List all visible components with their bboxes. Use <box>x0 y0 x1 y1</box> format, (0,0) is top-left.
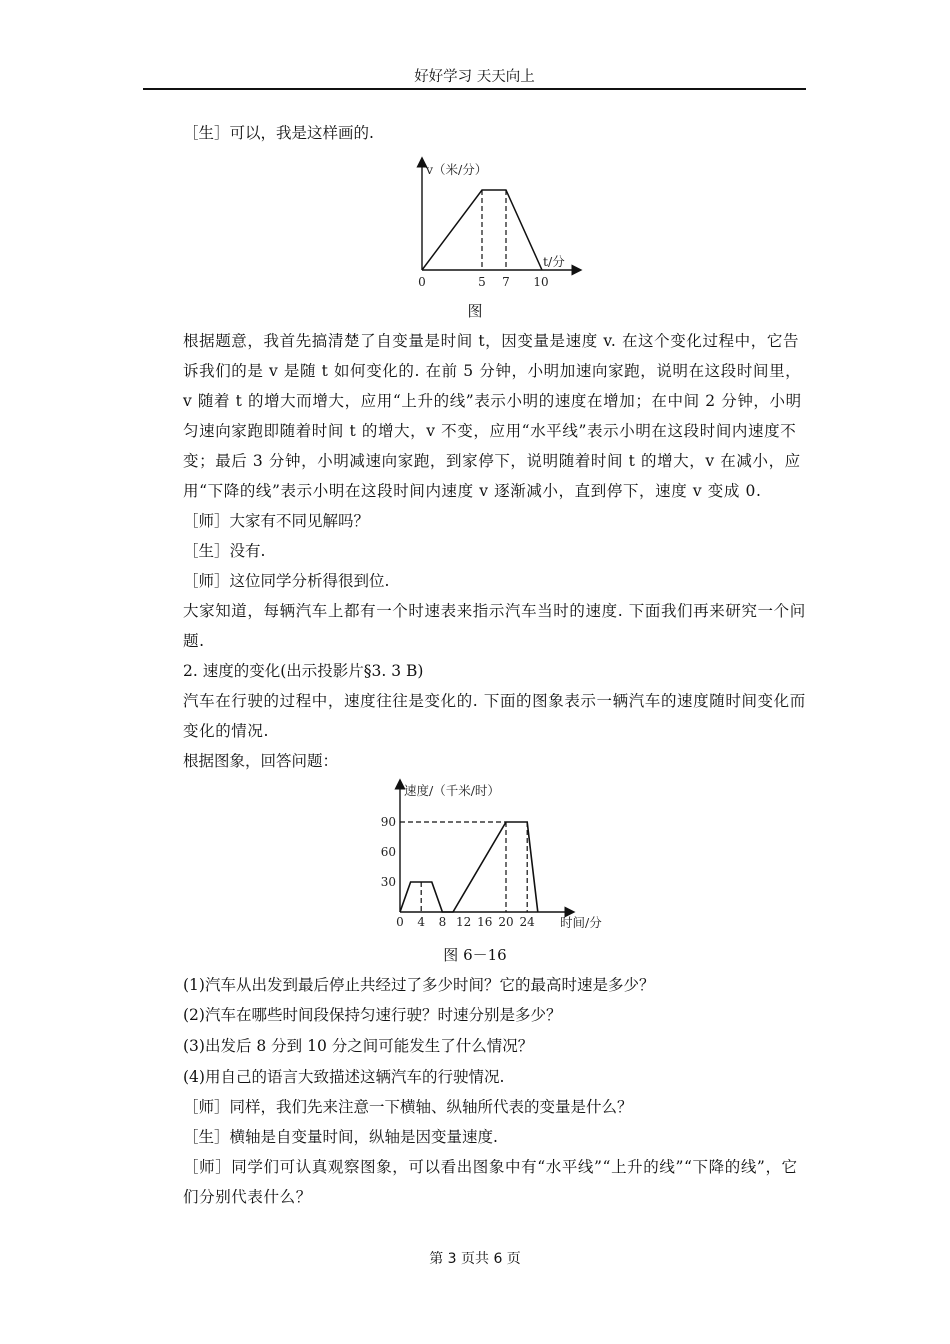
chart-speed-time-1 <box>405 156 585 296</box>
x-tick-10: 10 <box>533 275 549 289</box>
x-tick-7: 7 <box>502 275 510 289</box>
chart-speed-time-2 <box>374 778 614 938</box>
x-tick-5: 5 <box>478 275 486 289</box>
header-rule <box>143 88 806 90</box>
x-tick-8: 8 <box>438 915 447 929</box>
x-tick-4: 4 <box>417 915 426 929</box>
x-tick-16: 16 <box>477 915 493 929</box>
page-footer: 第 3 页共 6 页 <box>429 1251 521 1267</box>
section-title: 2. 速度的变化(出示投影片§3. 3 B) <box>183 662 424 680</box>
question-4: (4)用自己的语言大致描述这辆汽车的行驶情况. <box>183 1068 505 1086</box>
student-reply-2: ［生］没有. <box>183 542 266 560</box>
question-1: (1)汽车从出发到最后停止共经过了多少时间？它的最高时速是多少？ <box>183 976 655 994</box>
teacher-question-3: ［师］同学们可认真观察图象，可以看出图象中有“水平线”“上升的线”“下降的线”，它们分别代表什么？ <box>183 1158 798 1206</box>
teacher-question-1: ［师］大家有不同见解吗？ <box>183 512 370 530</box>
x-tick-0: 0 <box>396 915 404 929</box>
teacher-comment: ［师］这位同学分析得很到位. <box>183 572 390 590</box>
student-reply-1: ［生］可以，我是这样画的. <box>183 124 374 142</box>
y-axis-label: 速度/（千米/时） <box>404 783 500 798</box>
y-tick-30: 30 <box>380 875 396 889</box>
teacher-question-2: ［师］同样，我们先来注意一下横轴、纵轴所代表的变量是什么？ <box>183 1098 633 1116</box>
x-tick-20: 20 <box>498 915 514 929</box>
chart1-caption: 图 <box>467 302 483 320</box>
question-3: (3)出发后 8 分到 10 分之间可能发生了什么情况？ <box>183 1037 534 1055</box>
x-tick-0: 0 <box>418 275 426 289</box>
problem-statement: 汽车在行驶的过程中，速度往往是变化的. 下面的图象表示一辆汽车的速度随时间变化而变化的情况. <box>183 692 806 740</box>
y-tick-60: 60 <box>380 845 396 859</box>
chart2-caption: 图 6－16 <box>443 946 507 964</box>
x-axis-label: 时间/分 <box>560 915 602 930</box>
analysis-paragraph: 根据题意，我首先搞清楚了自变量是时间 t，因变量是速度 v. 在这个变化过程中，它告诉我们的是 v 是随 t 如何变化的. 在前 5 分钟，小明加速向家跑，说明在这段时间里，v 随着 t 的增大而增大，应用“上升的线”表示小明的速度在增加；在中间 2 分钟，小明匀速向家跑即随着时间 t 的增大，v 不变，应用“水平线”表示小明在这段时间内速度不变；最后 3 分钟，小明减速向家跑，到家停下，说明随着时间 t 的增大，v 在减小，应用“下降的线”表示小明在这段时间内速度 v 逐渐减小，直到停下，速度 v 变成 0. <box>183 332 802 500</box>
page-header: 好好学习 天天向上 <box>414 69 535 85</box>
y-axis-label: v（米/分） <box>426 162 488 177</box>
x-tick-12: 12 <box>455 915 472 929</box>
y-tick-90: 90 <box>380 815 396 829</box>
student-reply-3: ［生］横轴是自变量时间，纵轴是因变量速度. <box>183 1128 498 1146</box>
x-axis-label: t/分 <box>543 254 565 269</box>
x-tick-24: 24 <box>519 915 535 929</box>
question-2: (2)汽车在哪些时间段保持匀速行驶？时速分别是多少？ <box>183 1006 562 1024</box>
intro-paragraph: 大家知道，每辆汽车上都有一个时速表来指示汽车当时的速度. 下面我们再来研究一个问题. <box>183 602 806 650</box>
instruction: 根据图象，回答问题： <box>183 752 339 770</box>
